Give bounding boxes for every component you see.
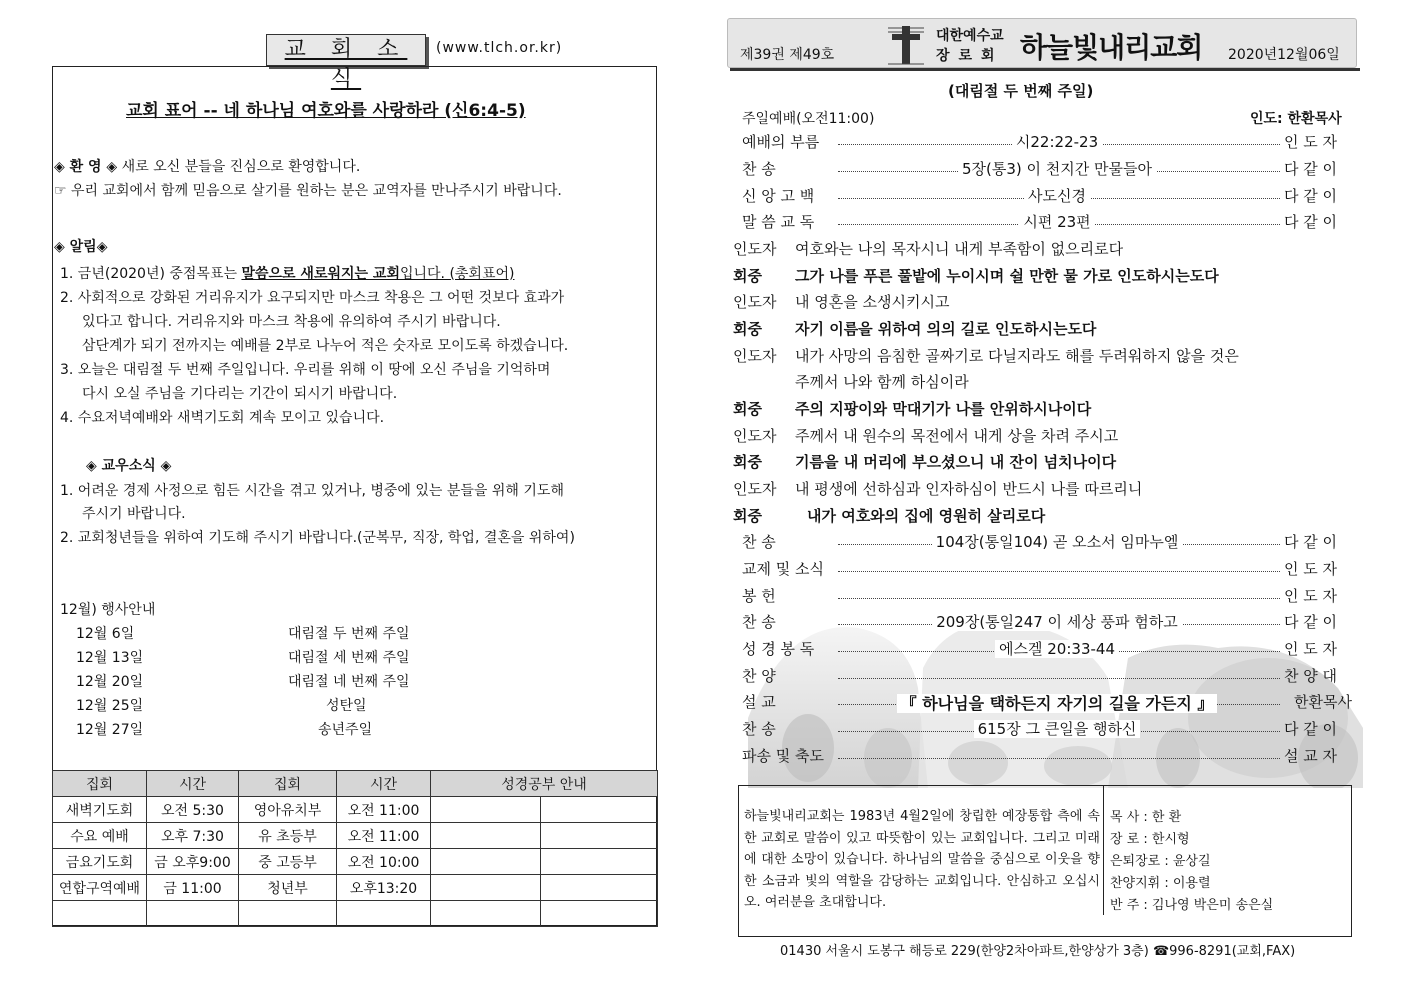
header-meeting: 집회	[239, 771, 337, 797]
bible-study-cell	[541, 823, 658, 849]
welcome-line: ☞ 우리 교회에서 함께 믿음으로 살기를 원하는 분은 교역자를 만나주시기 바랍니다.	[54, 183, 562, 199]
order-performer: 다 같 이	[1284, 720, 1338, 738]
church-introduction: 하늘빛내리교회는 1983년 4월2일에 창립한 예장통합 측에 속한 교회로 말씀이 있고 따뜻함이 있는 교회입니다. 그리고 미래에 대한 소망이 있습니다. 하나님의 말씀을 중심으로 이웃을 향한 소금과 빛의 역할을 감당하는 교회입니다. 안심하고 오십시오. 여러분을 초대합니다.	[744, 809, 1100, 910]
order-label: 예배의 부름	[742, 133, 820, 151]
notice-4: 4. 수요저녁예배와 새벽기도회 계속 모이고 있습니다.	[60, 410, 385, 426]
reading-line	[733, 478, 1142, 499]
order-performer: 다 같 이	[1284, 160, 1338, 178]
order-row	[742, 585, 1352, 607]
reading-role: 인도자	[733, 427, 777, 445]
header-bible-study: 성경공부 안내	[431, 771, 658, 797]
sermon-title: 『 하나님을 택하든지 자기의 길을 가든지 』	[897, 694, 1218, 713]
time-cell: 오전 11:00	[337, 823, 431, 849]
reading-line	[733, 398, 1091, 419]
welcome-text: 새로 오신 분들을 진심으로 환영합니다.	[117, 159, 361, 175]
meeting-cell: 수요 예배	[53, 823, 147, 849]
bible-study-cell	[541, 797, 658, 823]
meeting-cell	[53, 901, 147, 927]
order-row	[742, 745, 1352, 767]
bulletin-date: 2020년12월06일	[1228, 47, 1340, 63]
reading-line	[733, 265, 1219, 286]
denomination-line1: 대한예수교	[936, 28, 1004, 44]
service-time: 주일예배(오전11:00)	[742, 111, 875, 127]
order-performer: 인 도 자	[1284, 133, 1338, 151]
church-motto: 교회 표어 -- 네 하나님 여호와를 사랑하라 (신6:4-5)	[126, 101, 526, 121]
church-url[interactable]: (www.tlch.or.kr)	[436, 40, 563, 56]
table-row	[53, 849, 658, 875]
reading-text: 내가 여호와의 집에 영원히 살리로다	[807, 507, 1046, 525]
order-performer: 다 같 이	[1284, 187, 1338, 205]
order-content: 시22:22-23	[1012, 133, 1102, 151]
reading-line	[733, 505, 1045, 526]
notice-3-line2: 다시 오실 주님을 기다리는 기간이 되시기 바랍니다.	[82, 386, 398, 402]
header-meeting: 집회	[53, 771, 147, 797]
reading-text: 내가 사망의 음침한 골짜기로 다닐지라도 해를 두려워하지 않을 것은	[795, 347, 1239, 365]
order-label: 찬 양	[742, 667, 776, 685]
notice-heading: ◈ 알림◈	[54, 239, 108, 255]
reading-role: 회중	[733, 320, 762, 338]
staff-retired-elder: 은퇴장로 : 윤상길	[1110, 854, 1211, 869]
reading-text: 주께서 내 원수의 목전에서 내게 상을 차려 주시고	[795, 427, 1119, 445]
order-row	[742, 558, 1352, 580]
order-content: 104장(통일104) 곧 오소서 임마누엘	[932, 533, 1183, 551]
news-title: 교 회 소 식	[266, 34, 426, 66]
table-row	[53, 901, 658, 927]
order-performer: 설 교 자	[1284, 747, 1338, 765]
meeting-schedule-table	[52, 770, 658, 927]
reading-role: 인도자	[733, 347, 777, 365]
notice-2-line3: 삼단계가 되기 전까지는 예배를 2부로 나누어 적은 숫자로 모이도록 하겠습니다.	[82, 338, 569, 354]
bible-study-cell	[541, 875, 658, 901]
bible-study-cell	[431, 849, 541, 875]
yearly-goal: 말씀으로 새로워지는 교회	[241, 266, 400, 282]
time-cell: 오후 7:30	[147, 823, 239, 849]
notice-2-line1: 2. 사회적으로 강화된 거리유지가 요구되지만 마스크 착용은 그 어떤 것보다 효과가	[60, 290, 565, 306]
time-cell	[337, 901, 431, 927]
reading-role: 인도자	[733, 293, 777, 311]
order-row	[742, 531, 1352, 553]
order-label: 파송 및 축도	[742, 747, 824, 765]
staff-choir-director: 찬양지휘 : 이용렬	[1110, 876, 1211, 891]
staff-accompanists: 반 주 : 김나영 박은미 송은실	[1110, 898, 1274, 913]
order-row	[742, 611, 1352, 633]
staff-elder: 장 로 : 한시형	[1110, 832, 1190, 847]
reading-role: 회중	[733, 507, 762, 525]
table-row	[53, 823, 658, 849]
time-cell	[147, 901, 239, 927]
table-row	[53, 875, 658, 901]
time-cell: 오전 5:30	[147, 797, 239, 823]
events-heading: 12월) 행사안내	[60, 602, 156, 618]
reading-line	[733, 238, 1123, 259]
notice-3-line1: 3. 오늘은 대림절 두 번째 주일입니다. 우리를 위해 이 땅에 오신 주님을 기억하며	[60, 362, 551, 378]
order-label: 교제 및 소식	[742, 560, 824, 578]
reading-line	[733, 371, 969, 392]
member-news-2: 2. 교회청년들을 위하여 기도해 주시기 바랍니다.(군복무, 직장, 학업, 결혼을 위하여)	[60, 530, 575, 546]
order-content: 615장 그 큰일을 행하신	[974, 720, 1141, 738]
denomination-line2: 장로회	[936, 48, 1004, 64]
order-performer: 인 도 자	[1284, 587, 1338, 605]
reading-line	[733, 318, 1096, 339]
order-label: 찬 송	[742, 160, 776, 178]
event-date: 12월 13일	[76, 650, 144, 666]
order-performer: 인 도 자	[1284, 640, 1338, 658]
reading-line	[733, 345, 1239, 366]
order-label: 신 앙 고 백	[742, 187, 815, 205]
reading-text: 내 영혼을 소생시키시고	[795, 293, 950, 311]
church-name: 하늘빛내리교회	[1020, 31, 1203, 64]
meeting-cell	[239, 901, 337, 927]
order-row	[742, 211, 1352, 233]
time-cell: 오전 10:00	[337, 849, 431, 875]
sunday-title: (대림절 두 번째 주일)	[948, 82, 1094, 100]
order-performer: 다 같 이	[1284, 613, 1338, 631]
reading-text: 자기 이름을 위하여 의의 길로 인도하시는도다	[795, 320, 1097, 338]
bible-study-cell	[431, 797, 541, 823]
bible-study-cell	[541, 901, 658, 927]
meeting-cell: 연합구역예배	[53, 875, 147, 901]
event-date: 12월 25일	[76, 698, 144, 714]
order-content: 에스겔 20:33-44	[995, 640, 1119, 658]
event-name: 성탄일	[326, 698, 367, 714]
time-cell: 오후13:20	[337, 875, 431, 901]
header-time: 시간	[147, 771, 239, 797]
order-content: 209장(통일247 이 세상 풍파 험하고	[932, 613, 1182, 631]
reading-line	[733, 451, 1116, 472]
meeting-cell: 청년부	[239, 875, 337, 901]
member-news-1-line2: 주시기 바랍니다.	[82, 506, 186, 522]
order-row	[742, 185, 1352, 207]
order-row	[742, 691, 1352, 713]
event-name: 대림절 네 번째 주일	[288, 674, 410, 690]
reading-role: 인도자	[733, 240, 777, 258]
event-name: 송년주일	[318, 722, 373, 738]
order-performer: 인 도 자	[1284, 560, 1338, 578]
order-performer: 다 같 이	[1284, 213, 1338, 231]
reading-role: 회중	[733, 400, 762, 418]
order-content: 5장(통3) 이 천지간 만물들아	[958, 160, 1156, 178]
reading-role: 인도자	[733, 480, 777, 498]
reading-text: 여호와는 나의 목자시니 내게 부족함이 없으리로다	[795, 240, 1124, 258]
reading-text: 기름을 내 머리에 부으셨으니 내 잔이 넘치나이다	[795, 453, 1117, 471]
church-address: 01430 서울시 도봉구 해등로 229(한양2차아파트,한양상가 3층) ☎996-8291(교회,FAX)	[780, 944, 1296, 959]
bible-study-cell	[431, 901, 541, 927]
bible-study-cell	[431, 823, 541, 849]
member-news-1-line1: 1. 어려운 경제 사정으로 힘든 시간을 겪고 있거나, 병중에 있는 분들을 위해 기도해	[60, 483, 564, 499]
notice-2-line2: 있다고 합니다. 거리유지와 마스크 착용에 유의하여 주시기 바랍니다.	[82, 314, 501, 330]
welcome-section	[54, 156, 360, 176]
reading-role: 회중	[733, 453, 762, 471]
order-performer: 찬 양 대	[1284, 667, 1338, 685]
order-label: 찬 송	[742, 533, 776, 551]
order-label: 말 씀 교 독	[742, 213, 815, 231]
reading-text: 주의 지팡이와 막대기가 나를 안위하시나이다	[795, 400, 1092, 418]
meeting-cell: 새벽기도회	[53, 797, 147, 823]
time-cell: 금 11:00	[147, 875, 239, 901]
service-leader: 인도: 한환목사	[1250, 111, 1342, 127]
event-name: 대림절 두 번째 주일	[288, 626, 410, 642]
meeting-cell: 중 고등부	[239, 849, 337, 875]
meeting-cell: 영아유치부	[239, 797, 337, 823]
meeting-cell: 금요기도회	[53, 849, 147, 875]
info-divider	[1103, 785, 1104, 915]
header-rule	[730, 68, 1360, 71]
order-label: 성 경 봉 독	[742, 640, 815, 658]
reading-text: 주께서 나와 함께 하심이라	[795, 373, 969, 391]
time-cell: 금 오후9:00	[147, 849, 239, 875]
cross-logo-icon	[884, 22, 928, 66]
table-row	[53, 797, 658, 823]
reading-text: 내 평생에 선하심과 인자하심이 반드시 나를 따르리니	[795, 480, 1143, 498]
time-cell: 오전 11:00	[337, 797, 431, 823]
order-row	[742, 158, 1352, 180]
reading-role: 회중	[733, 267, 762, 285]
welcome-heading: ◈ 환 영 ◈	[54, 159, 118, 175]
meeting-cell: 유 초등부	[239, 823, 337, 849]
member-news-heading: ◈ 교우소식 ◈	[86, 458, 172, 474]
order-label: 설 교	[742, 693, 776, 711]
event-date: 12월 6일	[76, 626, 135, 642]
volume-number: 제39권 제49호	[740, 47, 835, 63]
order-performer: 한환목사	[1294, 693, 1352, 711]
order-row	[742, 638, 1352, 660]
order-label: 찬 송	[742, 613, 776, 631]
order-row	[742, 665, 1352, 687]
reading-line	[733, 291, 949, 312]
event-name: 대림절 세 번째 주일	[288, 650, 410, 666]
bible-study-cell	[541, 849, 658, 875]
reading-line	[733, 425, 1118, 446]
order-performer: 다 같 이	[1284, 533, 1338, 551]
reading-text: 그가 나를 푸른 풀밭에 누이시며 쉴 만한 물 가로 인도하시는도다	[795, 267, 1219, 285]
order-content: 시편 23편	[1019, 213, 1094, 231]
event-date: 12월 27일	[76, 722, 144, 738]
table-header-row	[53, 771, 658, 797]
order-content: 사도신경	[1024, 187, 1090, 205]
order-label: 찬 송	[742, 720, 776, 738]
event-date: 12월 20일	[76, 674, 144, 690]
order-row	[742, 131, 1352, 153]
order-row	[742, 718, 1352, 740]
header-time: 시간	[337, 771, 431, 797]
staff-pastor: 목 사 : 한 환	[1110, 810, 1182, 825]
order-label: 봉 헌	[742, 587, 776, 605]
bible-study-cell	[431, 875, 541, 901]
notice-1: 1. 금년(2020년) 중점목표는 말씀으로 새로워지는 교회입니다. (총회표어)	[60, 266, 515, 282]
